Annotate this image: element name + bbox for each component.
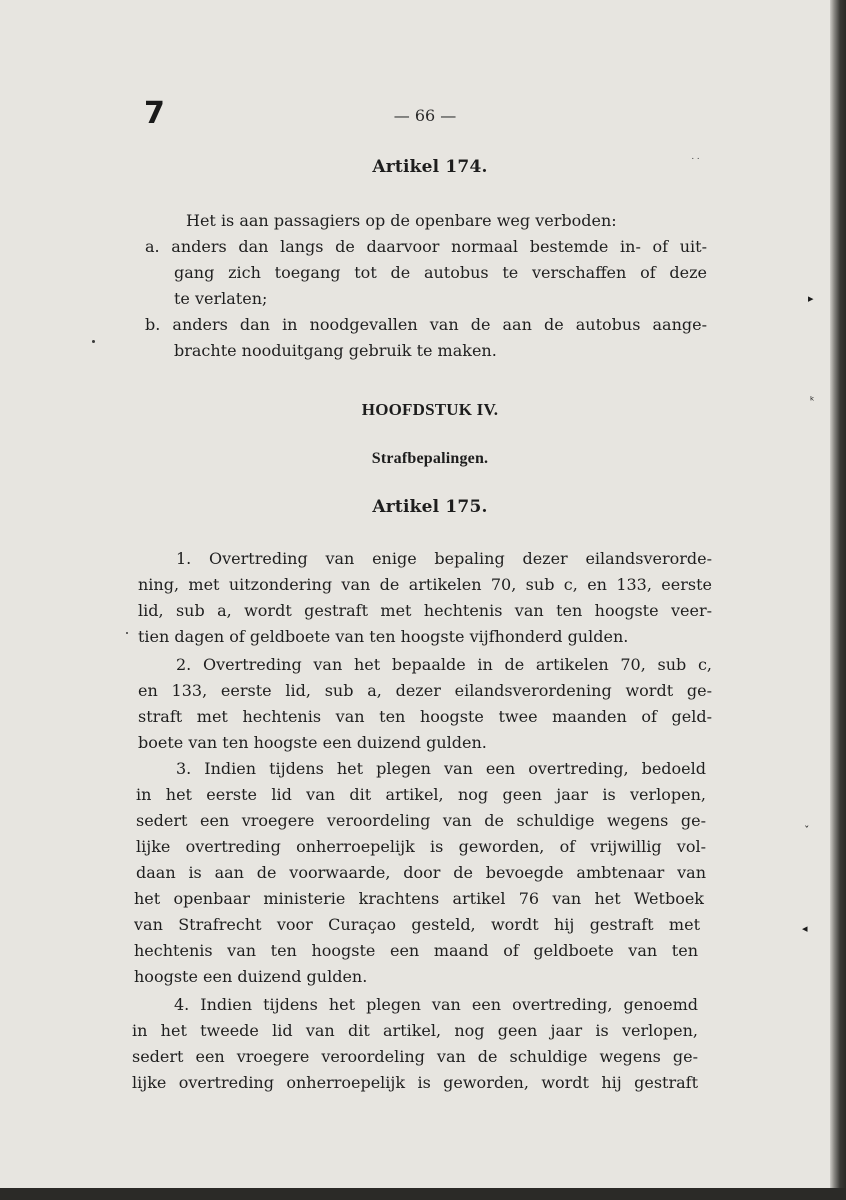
text-line: 1. Overtreding van enige bepaling dezer eilandsverorde-	[176, 549, 712, 568]
text-line: boete van ten hoogste een duizend gulden.	[138, 733, 487, 752]
text-line: 3. Indien tijdens het plegen van een overtreding, bedoeld	[176, 759, 706, 778]
artikel-175-title: Artikel 175.	[372, 497, 488, 517]
text-line: lijke overtreding onherroepelijk is geworden, wordt hij gestraft	[132, 1073, 698, 1092]
text-line: 2. Overtreding van het bepaalde in de artikelen 70, sub c,	[176, 655, 712, 674]
text-line: te verlaten;	[174, 289, 268, 308]
text-line: b. anders dan in noodgevallen van de aan de autobus aange-	[145, 315, 707, 334]
text-line: ning, met uitzondering van de artikelen 70, sub c, en 133, eerste	[138, 575, 712, 594]
text-line: hechtenis van ten hoogste een maand of geldboete van ten	[134, 941, 698, 960]
paper-speck	[92, 340, 95, 343]
text-line: lijke overtreding onherroepelijk is geworden, of vrijwillig vol-	[136, 837, 706, 856]
text-line: lid, sub a, wordt gestraft met hechtenis van ten hoogste veer-	[138, 601, 712, 620]
text-line: sedert een vroegere veroordeling van de schuldige wegens ge-	[132, 1047, 698, 1066]
text-line: 4. Indien tijdens het plegen van een overtreding, genoemd	[174, 995, 698, 1014]
margin-tick-mark: ˙˙	[690, 156, 701, 169]
chapter-title: HOOFDSTUK IV.	[361, 400, 499, 419]
text-line: hoogste een duizend gulden.	[134, 967, 368, 986]
chapter-subtitle: Strafbepalingen.	[371, 450, 489, 467]
margin-tick-mark: ˇ	[804, 824, 810, 837]
text-line: tien dagen of geldboete van ten hoogste vijfhonderd gulden.	[138, 627, 629, 646]
margin-arrow-mark: ▸	[808, 292, 814, 305]
text-line: straft met hechtenis van ten hoogste twee maanden of geld-	[138, 707, 712, 726]
text-line: in het tweede lid van dit artikel, nog geen jaar is verlopen,	[132, 1021, 698, 1040]
text-line: gang zich toegang tot de autobus te verschaffen of deze	[174, 263, 707, 282]
text-line: daan is aan de voorwaarde, door de bevoegde ambtenaar van	[136, 863, 706, 882]
paper-speck	[126, 632, 128, 634]
text-line: brachte nooduitgang gebruik te maken.	[174, 341, 497, 360]
text-line: Het is aan passagiers op de openbare weg verboden:	[186, 211, 617, 230]
text-line: in het eerste lid van dit artikel, nog geen jaar is verlopen,	[136, 785, 706, 804]
page-binding-edge	[830, 0, 846, 1200]
page-number: — 66 —	[393, 106, 457, 125]
artikel-174-title: Artikel 174.	[372, 157, 488, 177]
text-line: van Strafrecht voor Curaçao gesteld, wordt hij gestraft met	[134, 915, 700, 934]
text-line: sedert een vroegere veroordeling van de schuldige wegens ge-	[136, 811, 706, 830]
margin-arrow-mark: ◂	[802, 922, 808, 935]
corner-mark: 7	[144, 96, 165, 131]
margin-tick-mark: ᵏ	[810, 394, 815, 407]
text-line: het openbaar ministerie krachtens artikel 76 van het Wetboek	[134, 889, 704, 908]
text-line: a. anders dan langs de daarvoor normaal bestemde in- of uit-	[145, 237, 707, 256]
scan-bottom-edge	[0, 1188, 846, 1200]
text-line: en 133, eerste lid, sub a, dezer eilandsverordening wordt ge-	[138, 681, 712, 700]
